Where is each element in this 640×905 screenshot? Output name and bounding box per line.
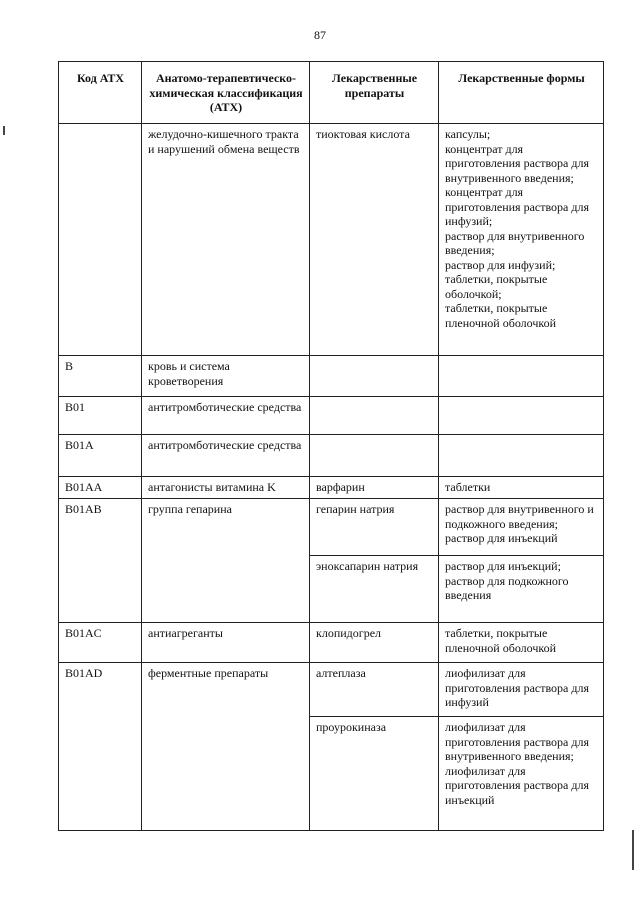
drug-cell: [310, 356, 439, 397]
classification-cell: антитромботические средства: [142, 435, 310, 477]
classification-cell: антагонисты витамина K: [142, 477, 310, 499]
atx-table: [58, 61, 604, 831]
forms-cell: лиофилизат для приготовления раствора для внутривенного введения; лиофилизат для приготовления раствора для инъекций: [439, 717, 604, 831]
drug-cell: тиоктовая кислота: [310, 124, 439, 356]
table-header-row: [59, 62, 604, 124]
forms-cell: лиофилизат для приготовления раствора для инфузий: [439, 663, 604, 717]
table-row: [59, 356, 604, 397]
code-cell: B01AA: [59, 477, 142, 499]
table-row: [59, 663, 604, 717]
drug-cell: клопидогрел: [310, 623, 439, 663]
forms-cell: раствор для инъекций; раствор для подкожного введения: [439, 556, 604, 623]
forms-cell: [439, 435, 604, 477]
header-drugs: Лекарственные препараты: [310, 62, 439, 124]
table-row: [59, 435, 604, 477]
table-row: [59, 499, 604, 556]
drug-cell: [310, 435, 439, 477]
page-number: 87: [314, 28, 326, 42]
header-code: Код АТХ: [59, 62, 142, 124]
drug-cell: проурокиназа: [310, 717, 439, 831]
drug-cell: [310, 397, 439, 435]
table-row: [59, 397, 604, 435]
right-margin-mark: [632, 830, 634, 870]
drug-cell: эноксапарин натрия: [310, 556, 439, 623]
header-forms: Лекарственные формы: [439, 62, 604, 124]
classification-cell: ферментные препараты: [142, 663, 310, 831]
classification-cell: группа гепарина: [142, 499, 310, 623]
forms-cell: [439, 397, 604, 435]
header-classification: Анатомо-терапевтическо-химическая классификация (АТХ): [142, 62, 310, 124]
drug-cell: гепарин натрия: [310, 499, 439, 556]
code-cell: B01AC: [59, 623, 142, 663]
forms-cell: таблетки, покрытые пленочной оболочкой: [439, 623, 604, 663]
forms-cell: [439, 356, 604, 397]
code-cell: B01AB: [59, 499, 142, 623]
forms-cell: таблетки: [439, 477, 604, 499]
classification-cell: антитромботические средства: [142, 397, 310, 435]
classification-cell: антиагреганты: [142, 623, 310, 663]
drug-cell: варфарин: [310, 477, 439, 499]
drug-cell: алтеплаза: [310, 663, 439, 717]
code-cell: B: [59, 356, 142, 397]
table-row: [59, 124, 604, 356]
table-row: [59, 477, 604, 499]
classification-cell: желудочно-кишечного тракта и нарушений обмена веществ: [142, 124, 310, 356]
code-cell: [59, 124, 142, 356]
classification-cell: кровь и система кроветворения: [142, 356, 310, 397]
forms-cell: раствор для внутривенного и подкожного введения; раствор для инъекций: [439, 499, 604, 556]
forms-cell: капсулы; концентрат для приготовления раствора для внутривенного введения; концентрат для приготовления раствора для инфузий; раствор для внутривенного введения; раствор для инфузий; таблетки, покрытые оболочкой; таблетки, покрытые пленочной оболочкой: [439, 124, 604, 356]
table-row: [59, 623, 604, 663]
left-margin-mark: [3, 126, 5, 135]
code-cell: B01AD: [59, 663, 142, 831]
code-cell: B01A: [59, 435, 142, 477]
code-cell: B01: [59, 397, 142, 435]
